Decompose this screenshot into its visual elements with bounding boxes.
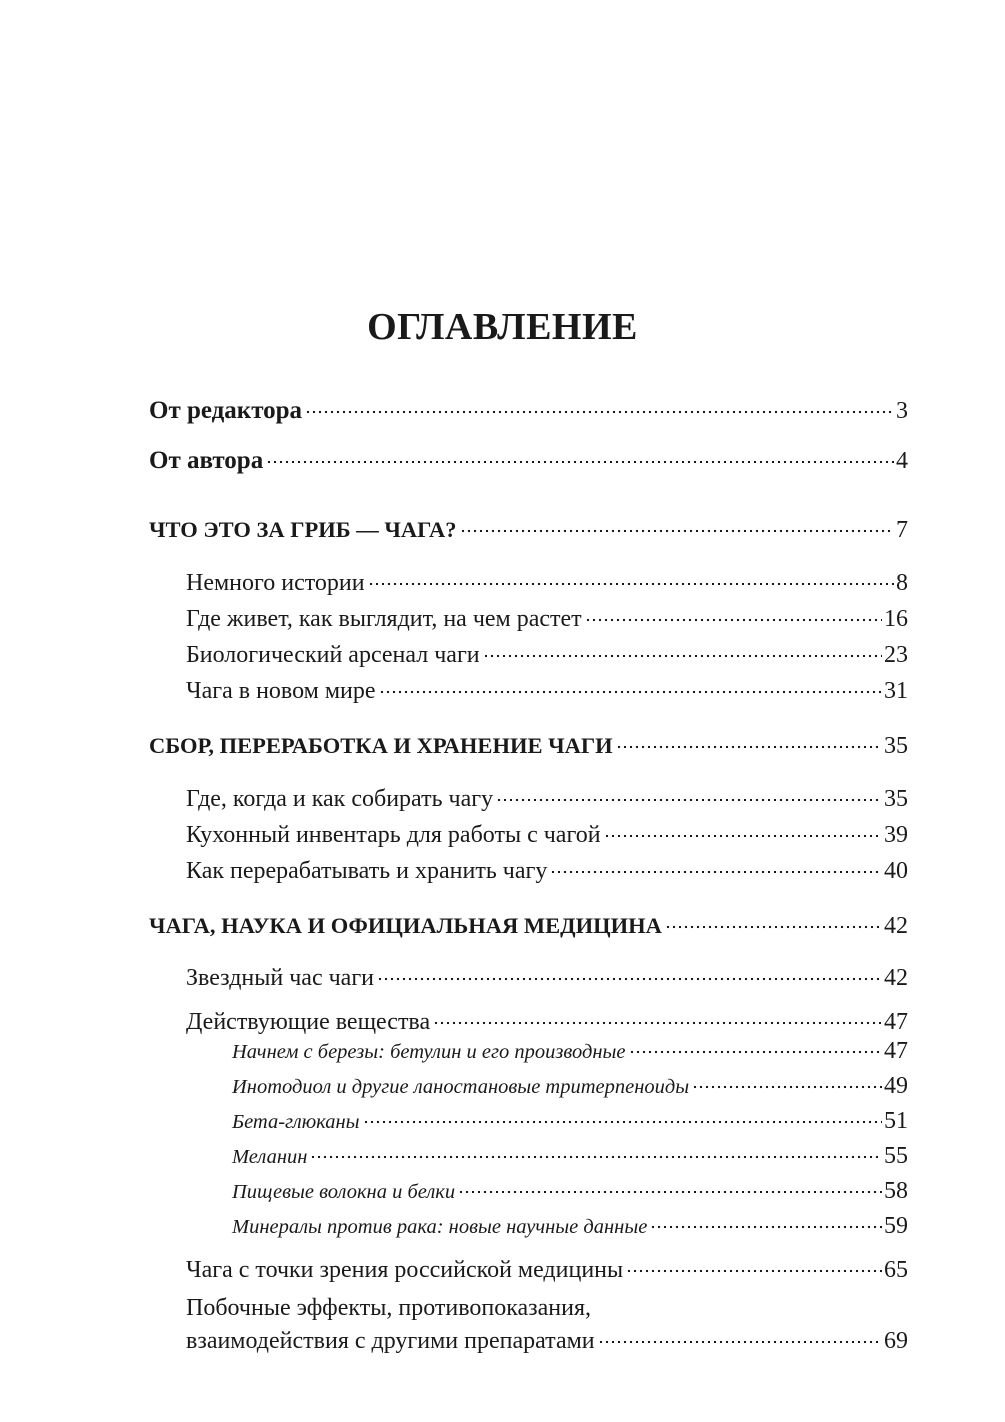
dot-leader bbox=[458, 1178, 882, 1199]
toc-entry[interactable] bbox=[149, 393, 908, 425]
toc-page-number: 16 bbox=[884, 606, 908, 632]
toc-entry[interactable] bbox=[186, 782, 908, 813]
toc-page-number: 51 bbox=[884, 1107, 908, 1134]
toc-entry-label: Меланин bbox=[232, 1145, 308, 1168]
toc-page-number: 42 bbox=[884, 912, 908, 939]
toc-page-number: 7 bbox=[896, 516, 908, 543]
toc-entry[interactable] bbox=[186, 638, 908, 669]
dot-leader bbox=[550, 855, 882, 879]
dot-leader bbox=[692, 1073, 882, 1094]
toc-entry-label: От редактора bbox=[149, 397, 303, 424]
toc-page-number: 23 bbox=[884, 642, 908, 668]
toc-entry-multiline[interactable] bbox=[186, 1295, 908, 1355]
toc-entry-label: ЧТО ЭТО ЗА ГРИБ — ЧАГА? bbox=[149, 516, 457, 542]
toc-entry-label: Начнем с березы: бетулин и его производные bbox=[232, 1040, 626, 1063]
toc-entry[interactable] bbox=[186, 674, 908, 705]
toc-entry[interactable] bbox=[186, 1005, 908, 1036]
toc-entry-label: Звездный час чаги bbox=[186, 965, 375, 991]
toc-entry-label: Где живет, как выглядит, на чем растет bbox=[186, 606, 582, 632]
toc-entry-label: Где, когда и как собирать чагу bbox=[186, 786, 494, 812]
toc-page-number: 3 bbox=[896, 398, 908, 424]
dot-leader bbox=[650, 1213, 882, 1234]
toc-page-number: 39 bbox=[884, 822, 908, 848]
page-title: ОГЛАВЛЕНИЕ bbox=[367, 306, 638, 348]
dot-leader bbox=[496, 783, 882, 807]
toc-entry-label: Пищевые волокна и белки bbox=[232, 1180, 456, 1203]
toc-page-number: 47 bbox=[884, 1009, 908, 1035]
toc-page-number: 40 bbox=[884, 858, 908, 884]
dot-leader bbox=[629, 1038, 882, 1059]
dot-leader bbox=[665, 911, 882, 934]
dot-leader bbox=[310, 1143, 882, 1164]
dot-leader bbox=[598, 1325, 882, 1349]
dot-leader bbox=[483, 639, 882, 663]
toc-page-number: 59 bbox=[884, 1212, 908, 1239]
toc-page-number: 55 bbox=[884, 1142, 908, 1169]
toc-entry[interactable] bbox=[186, 818, 908, 849]
dot-leader bbox=[266, 444, 894, 469]
dot-leader bbox=[379, 675, 882, 699]
toc-entry[interactable] bbox=[186, 602, 908, 633]
toc-entry[interactable] bbox=[186, 566, 908, 597]
toc-page-number: 35 bbox=[884, 786, 908, 812]
toc-page-number: 69 bbox=[884, 1328, 908, 1354]
dot-leader bbox=[604, 819, 882, 843]
toc-page-number: 65 bbox=[884, 1257, 908, 1283]
dot-leader bbox=[626, 1254, 882, 1278]
toc-page-number: 8 bbox=[896, 570, 908, 596]
toc-entry-label: Как перерабатывать и хранить чагу bbox=[186, 858, 548, 884]
toc-entry-label: Минералы против рака: новые научные данные bbox=[232, 1215, 648, 1238]
toc-entry[interactable] bbox=[186, 1253, 908, 1284]
toc-entry-label: СБОР, ПЕРЕРАБОТКА И ХРАНЕНИЕ ЧАГИ bbox=[149, 732, 613, 758]
toc-subentry[interactable] bbox=[232, 1072, 908, 1100]
toc-entry-label: Действующие вещества bbox=[186, 1009, 431, 1035]
toc-entry-label: Инотодиол и другие ланостановые тритерпеноиды bbox=[232, 1075, 690, 1098]
toc-page-number: 58 bbox=[884, 1177, 908, 1204]
toc-entry-label: От автора bbox=[149, 447, 264, 474]
toc-entry-label-line1: Побочные эффекты, противопоказания, bbox=[186, 1295, 592, 1321]
dot-leader bbox=[363, 1108, 882, 1129]
toc-subentry[interactable] bbox=[232, 1107, 908, 1135]
toc-entry-label: Бета-глюканы bbox=[232, 1110, 360, 1133]
toc-chapter[interactable] bbox=[149, 730, 908, 760]
dot-leader bbox=[305, 394, 894, 419]
toc-subentry[interactable] bbox=[232, 1212, 908, 1240]
toc-subentry[interactable] bbox=[232, 1037, 908, 1065]
toc-entry-label: Кухонный инвентарь для работы с чагой bbox=[186, 822, 601, 848]
toc-page-number: 42 bbox=[884, 965, 908, 991]
dot-leader bbox=[377, 962, 882, 986]
toc-subentry[interactable] bbox=[232, 1142, 908, 1170]
toc-chapter[interactable] bbox=[149, 514, 908, 544]
toc-entry[interactable] bbox=[186, 854, 908, 885]
toc-entry[interactable] bbox=[186, 961, 908, 992]
toc-page-number: 49 bbox=[884, 1072, 908, 1099]
toc-entry-label: Чага с точки зрения российской медицины bbox=[186, 1257, 624, 1283]
dot-leader bbox=[616, 731, 882, 754]
toc-page-number: 47 bbox=[884, 1037, 908, 1064]
toc-entry-label: Биологический арсенал чаги bbox=[186, 642, 480, 668]
dot-leader bbox=[368, 567, 894, 591]
toc-entry-line2 bbox=[186, 1324, 908, 1355]
toc-entry-label: ЧАГА, НАУКА И ОФИЦИАЛЬНАЯ МЕДИЦИНА bbox=[149, 912, 662, 938]
toc-entry[interactable] bbox=[149, 443, 908, 475]
toc-page-number: 35 bbox=[884, 732, 908, 759]
toc-entry-label: Чага в новом мире bbox=[186, 678, 376, 704]
toc-entry-label-line2: взаимодействия с другими препаратами bbox=[186, 1328, 595, 1354]
toc-page-number: 4 bbox=[896, 448, 908, 474]
toc-entry-label: Немного истории bbox=[186, 570, 365, 596]
toc-chapter[interactable] bbox=[149, 910, 908, 940]
dot-leader bbox=[460, 515, 894, 538]
toc-subentry[interactable] bbox=[232, 1177, 908, 1205]
dot-leader bbox=[585, 603, 882, 627]
toc-page-number: 31 bbox=[884, 678, 908, 704]
dot-leader bbox=[433, 1006, 882, 1030]
